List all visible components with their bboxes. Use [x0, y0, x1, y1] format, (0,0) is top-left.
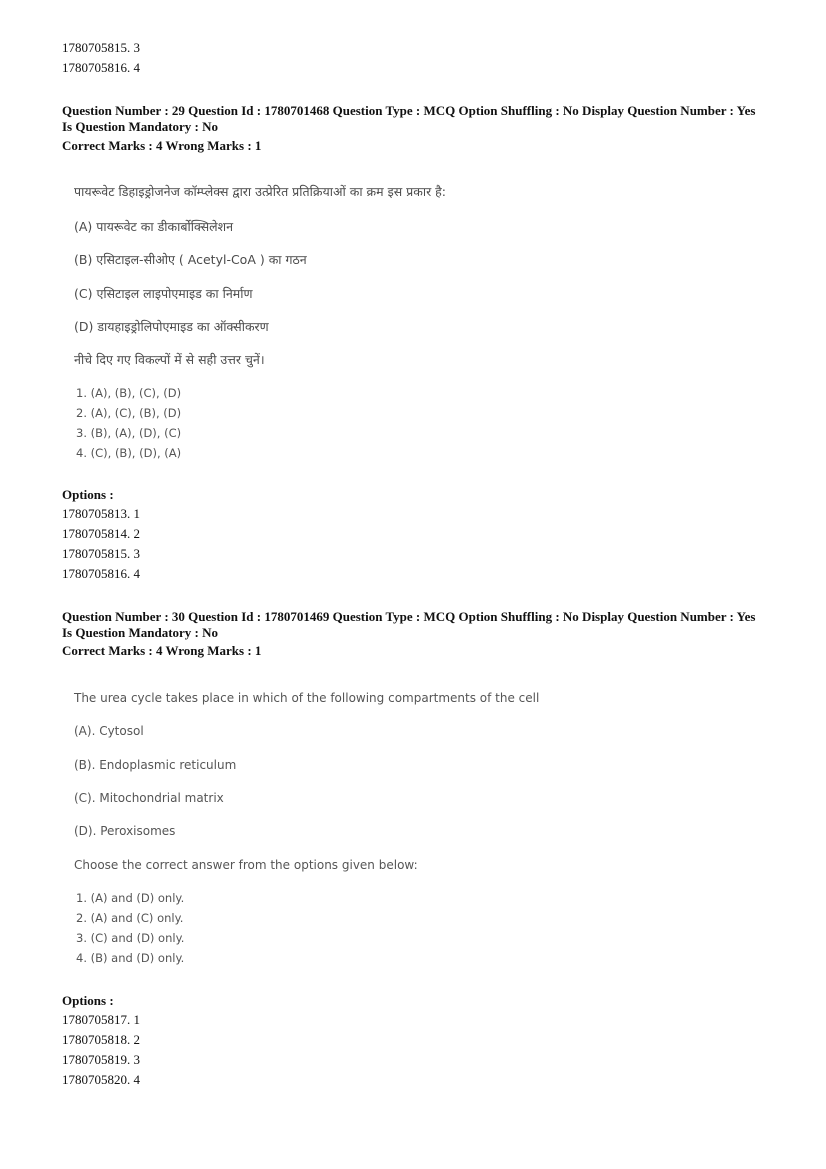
- statement: (C) एसिटाइल लाइपोएमाइड का निर्माण: [74, 286, 253, 301]
- question-text: पायरूवेट डिहाइड्रोजनेज कॉम्प्लेक्स द्वारा उत्प्रेरित प्रतिक्रियाओं का क्रम इस प्रकार है:: [74, 184, 447, 199]
- statement: (B) एसिटाइल-सीओए ( Acetyl-CoA ) का गठन: [74, 252, 307, 267]
- option-line: 1780705820. 4: [62, 1072, 140, 1087]
- question-mandatory: Is Question Mandatory : No: [62, 119, 219, 134]
- question-marks: Correct Marks : 4 Wrong Marks : 1: [62, 138, 262, 153]
- statement: (B). Endoplasmic reticulum: [74, 758, 237, 772]
- answer-choice: 1. (A), (B), (C), (D): [76, 386, 182, 400]
- question-text: The urea cycle takes place in which of the following compartments of the cell: [74, 691, 540, 705]
- answer-choice: 4. (B) and (D) only.: [76, 951, 185, 965]
- option-line: 1780705819. 3: [62, 1052, 140, 1067]
- question-header: Question Number : 30 Question Id : 1780701469 Question Type : MCQ Option Shuffling : No Display Question Number : Yes: [62, 609, 756, 624]
- statement: (A) पायरूवेट का डीकार्बोक्सिलेशन: [74, 219, 234, 234]
- answer-choice: 2. (A) and (C) only.: [76, 911, 184, 925]
- answer-choice: 3. (B), (A), (D), (C): [76, 426, 182, 440]
- answer-choice: 3. (C) and (D) only.: [76, 931, 185, 945]
- answer-choice: 4. (C), (B), (D), (A): [76, 446, 182, 460]
- question-marks: Correct Marks : 4 Wrong Marks : 1: [62, 643, 262, 658]
- question-header: Question Number : 29 Question Id : 1780701468 Question Type : MCQ Option Shuffling : No Display Question Number : Yes: [62, 103, 756, 118]
- option-line: 1780705818. 2: [62, 1032, 140, 1047]
- instruction-text: नीचे दिए गए विकल्पों में से सही उत्तर चुनें।: [74, 352, 265, 367]
- statement: (A). Cytosol: [74, 724, 144, 738]
- question-mandatory: Is Question Mandatory : No: [62, 625, 219, 640]
- option-line: 1780705817. 1: [62, 1012, 140, 1027]
- answer-choice: 1. (A) and (D) only.: [76, 891, 185, 905]
- statement: (C). Mitochondrial matrix: [74, 791, 224, 805]
- option-line: 1780705816. 4: [62, 60, 140, 75]
- instruction-text: Choose the correct answer from the options given below:: [74, 858, 418, 872]
- option-line: 1780705815. 3: [62, 40, 140, 55]
- answer-choice: 2. (A), (C), (B), (D): [76, 406, 182, 420]
- statement: (D) डायहाइड्रोलिपोएमाइड का ऑक्सीकरण: [74, 319, 269, 334]
- option-line: 1780705814. 2: [62, 526, 140, 541]
- option-line: 1780705815. 3: [62, 546, 140, 561]
- option-line: 1780705813. 1: [62, 506, 140, 521]
- statement: (D). Peroxisomes: [74, 824, 176, 838]
- option-line: 1780705816. 4: [62, 566, 140, 581]
- options-label: Options :: [62, 487, 114, 502]
- options-label: Options :: [62, 993, 114, 1008]
